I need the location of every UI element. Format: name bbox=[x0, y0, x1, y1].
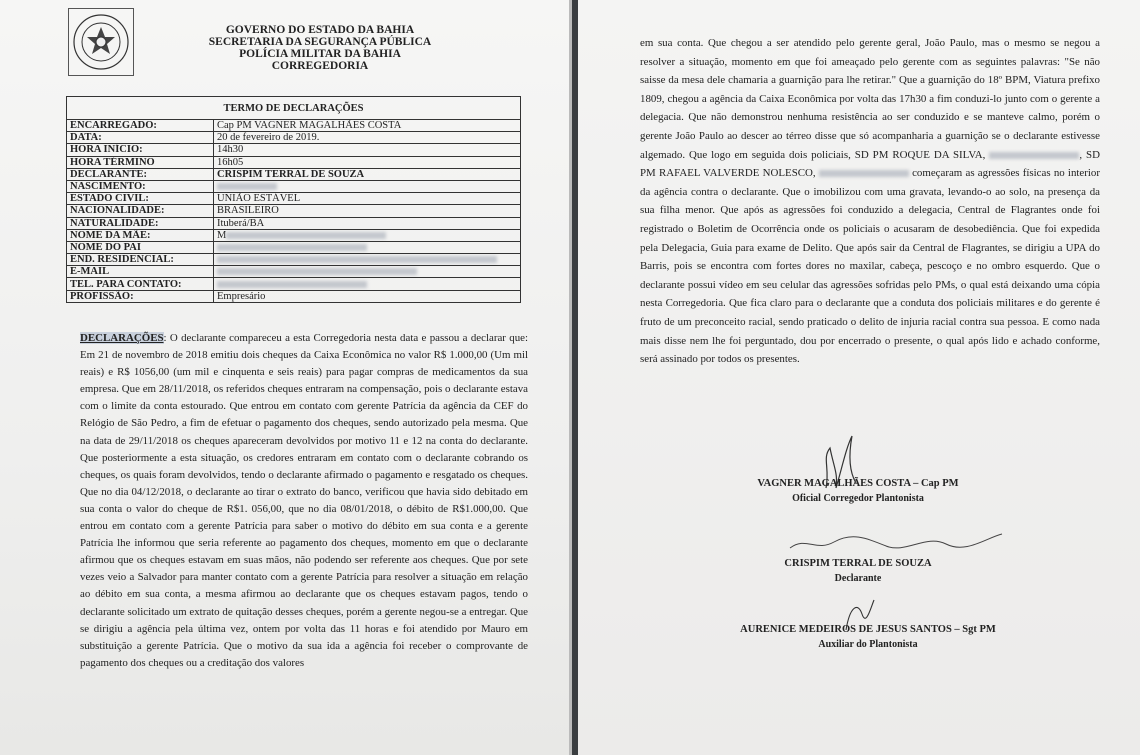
declaration-body-right: em sua conta. Que chegou a ser atendido pelo gerente geral, João Paulo, mas o mesmo se negou a resolver a situação, momento em que foi ameaçado pelo gerente com as seguintes palavras: "Se não saisse da mesa dele chamaria a guarnição para lhe retirar." Que a guarnição do 18º BPM, Viatura prefixo 1809, chegou a agência da Caixa Econômica por volta das 17h30 a fim conduzi-lo junto com o gerente a delegacia. Que não demonstrou nenhuma resistência ao ser conduzido e se manteve calmo, porém o gerente João Paulo ao descer ao térreo disse que só acompanharia a guarnição se o declarante estivesse algemado. Que logo em seguida dois policiais, SD PM ROQUE DA SILVA, , SD PM RAFAEL VALVERDE NOLESCO, começaram as agressões físicas no interior da agência contra o declarante. Que o imobilizou com uma gravata, levando-o ao solo, na presença da sua filha menor. Que após as agressões foi conduzido a delegacia, Central de Flagrantes onde foi registrado o Boletim de Ocorrência onde os policiais o acusaram de desobediência. Que foi expedida pela Delegacia, Guia para exame de Delito. Que após sair da Central de Flagrantes, se dirigiu a UPA do Barris, pois se encontra com fortes dores no maxilar, cabeça, pescoço e no ombro esquerdo. Que o declarante possui vídeo em seu celular das agressões sofridas pelo PMs, o qual está deixando uma cópia nesta Corregedoria. Que fica claro para o declarante que a conduta dos policiais militares e do gerente é fruto de um preconceito racial, sendo praticado o delito de injuria racial contra sua pessoa. E como nada mais disse nem lhe foi perguntado, dou por encerrado o presente, o qual após lido e achado conforme, será assinado por todos os presentes. bbox=[640, 37, 1100, 366]
form-row: NATURALIDADE: Ituberá/BA bbox=[67, 217, 521, 229]
form-row: NASCIMENTO: bbox=[67, 180, 521, 192]
signatory-role: Declarante bbox=[834, 573, 882, 584]
signatory-name: VAGNER MAGALHÃES COSTA – Cap PM bbox=[757, 478, 959, 489]
form-row: TEL. PARA CONTATO: bbox=[67, 278, 521, 290]
declaration-continuation: em sua conta. Que chegou a ser atendido pelo gerente geral, João Paulo, mas o mesmo se negou a resolver a situação, momento em que foi ameaçado pelo gerente com as seguintes palavras: "Se não saisse da mesa dele chamaria a guarnição para lhe retirar." Que a guarnição do 18º BPM, Viatura prefixo 1809, chegou a agência da Caixa Econômica por volta das 17h30 a fim conduzi-lo junto com o gerente a delegacia. Que não demonstrou nenhuma resistência ao ser conduzido e se manteve calmo, porém o gerente João Paulo ao descer ao térreo disse que só acompanharia a guarnição se o declarante estivesse algemado. Que logo em seguida dois policiais, SD PM ROQUE DA SILVA, bbox=[640, 37, 1100, 161]
redacted-block bbox=[217, 281, 367, 288]
header-government: GOVERNO DO ESTADO DA BAHIA bbox=[225, 24, 415, 36]
redacted-block bbox=[217, 268, 417, 275]
form-title: TERMO DE DECLARAÇÕES bbox=[67, 97, 521, 120]
form-row: NOME DA MÃE: M bbox=[67, 229, 521, 241]
signatory-name: AURENICE MEDEIROS DE JESUS SANTOS – Sgt PM bbox=[740, 624, 996, 635]
header-corregedoria: CORREGEDORIA bbox=[271, 60, 369, 72]
form-row: ESTADO CIVIL: UNIÃO ESTÁVEL bbox=[67, 193, 521, 205]
declaration-label: DECLARAÇÕES bbox=[80, 332, 164, 344]
signatory-name: CRISPIM TERRAL DE SOUZA bbox=[784, 558, 932, 569]
signatory-role: Auxiliar do Plantonista bbox=[818, 639, 918, 650]
form-row: E-MAIL bbox=[67, 266, 521, 278]
form-row: PROFISSÃO: Empresário bbox=[67, 290, 521, 302]
document-header bbox=[180, 24, 460, 72]
redacted-block bbox=[217, 244, 367, 251]
header-police: POLÍCIA MILITAR DA BAHIA bbox=[239, 48, 401, 60]
signature-block-2 bbox=[753, 556, 963, 586]
redacted-block bbox=[217, 183, 277, 190]
document-page-right bbox=[578, 0, 1140, 755]
header-secretariat: SECRETARIA DA SEGURANÇA PÚBLICA bbox=[208, 36, 432, 48]
form-row: DATA: 20 de fevereiro de 2019. bbox=[67, 132, 521, 144]
signature-scribble-icon bbox=[786, 528, 1006, 556]
signature-block-1 bbox=[738, 476, 978, 506]
redacted-block bbox=[819, 170, 909, 177]
redacted-block bbox=[217, 256, 497, 263]
redacted-block bbox=[226, 232, 386, 239]
form-row: ENCARREGADO: Cap PM VAGNER MAGALHÃES COSTA bbox=[67, 120, 521, 132]
declaration-body-left bbox=[80, 330, 528, 672]
form-row: NOME DO PAI bbox=[67, 241, 521, 253]
signatory-role: Oficial Corregedor Plantonista bbox=[792, 493, 924, 504]
signature-block-3 bbox=[728, 622, 1008, 652]
form-row: HORA TÉRMINO 16h05 bbox=[67, 156, 521, 168]
redacted-block bbox=[989, 152, 1079, 159]
police-seal-icon bbox=[68, 8, 134, 76]
form-row: NACIONALIDADE: BRASILEIRO bbox=[67, 205, 521, 217]
form-row: DECLARANTE: CRISPIM TERRAL DE SOUZA bbox=[67, 168, 521, 180]
declaration-text: : O declarante compareceu a esta Corregedoria nesta data e passou a declarar que: Em 21 de novembro de 2018 emitiu dois cheques da Caixa Econômica no valor R$ 1.000,00 (Um mil reais) e R$ 1056,00 (um mil e cinquenta e seis reais) para pagar compras de medicamentos da sua empresa. Que em 28/11/2018, os referidos cheques entraram na compensação, pois o declarante estava com o limite da conta estourado. Que entrou em contato com gerente Patrícia da agência da CEF do Relógio de São Pedro, a fim de efetuar o pagamento dos cheques, sendo autorizado pela mesma. Que na data de 29/11/2018 os cheques apareceram devolvidos por motivo 11 e 12 na conta do declarante. Que posteriormente a esta situação, os credores entraram em contato com o declarante cobrando os cheques, os quais foram devolvidos, tendo o declarante afirmado o pagamento e resgatado os cheques. Que no dia 04/12/2018, o declarante ao tirar o extrato do banco, verificou que havia sido debitado em sua conta o valor do cheque de R$1. 056,00, que no dia 08/01/2018, o débito de R$1.000,00. Que entrou em contato com a gerente Patrícia para saber o motivo do débito em sua conta e a gerente Patrícia lhe informou que seria referente ao pagamento dos cheques, momento em que o declarante afirmou que os cheques estavam em suas mãos, não podendo ser referente aos cheques. Que por sete vezes veio a Salvador para manter contato com a gerente Patrícia para resolver a situação em relação ao débito em sua conta, a mesma afirmou ao declarante que os cheques estavam pagos, tendo o declarante solicitado um extrato de quitação desses cheques, porém a gerente negou-se a entregar. Que se dirigiu a agência pela última vez, ontem por volta das 11 horas e foi atendido por Mauro em substituição a gerente Patrícia. Que o motivo da sua ida a agência foi receber o comprovante de pagamento dos cheques ou a creditação dos valores bbox=[80, 332, 528, 669]
declaration-form-table bbox=[66, 96, 521, 303]
form-row: HORA INÍCIO: 14h30 bbox=[67, 144, 521, 156]
form-row: END. RESIDENCIAL: bbox=[67, 254, 521, 266]
